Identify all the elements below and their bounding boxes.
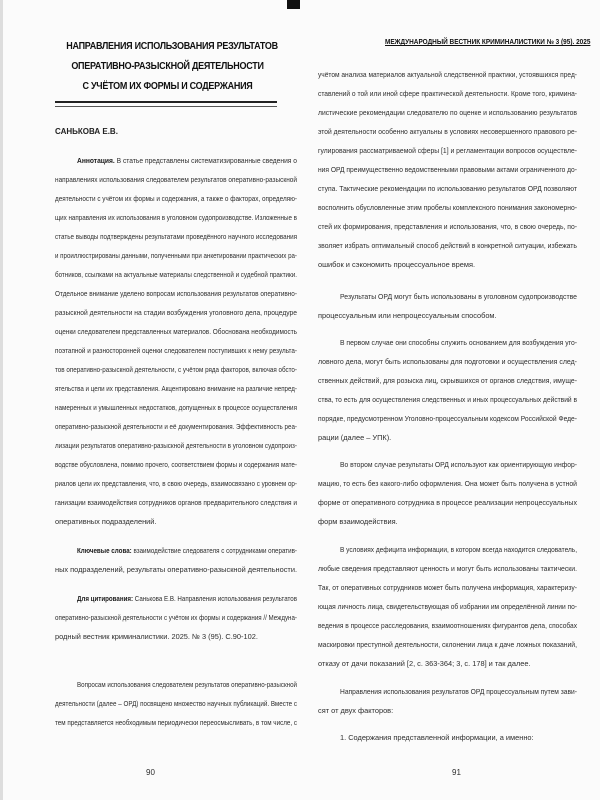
line-text: любые сведения представляют ценность и могут быть использованы тактически. — [318, 564, 577, 573]
title-line: ОПЕРАТИВНО-РАЗЫСКНОЙ ДЕЯТЕЛЬНОСТИ — [71, 61, 264, 72]
text-line — [318, 179, 577, 198]
text-line-content — [77, 541, 297, 560]
line-text: ятельства и цели их представления. Акцентировано внимание на различие непред- — [55, 384, 297, 393]
text-line-content — [318, 306, 497, 325]
line-text: ошибок и сэкономить процессуальное время. — [318, 260, 476, 269]
line-text: восполнить обусловленные этим пробелы комплексного понимания закономерно- — [318, 203, 577, 212]
text-line-content — [340, 455, 577, 474]
line-text: В условиях дефицита информации, в котором всегда находится следователь, — [340, 545, 577, 554]
title-line: НАПРАВЛЕНИЯ ИСПОЛЬЗОВАНИЯ РЕЗУЛЬТАТОВ — [66, 41, 278, 52]
text-line — [55, 694, 297, 713]
line-text: форм взаимодействия. — [318, 517, 398, 526]
line-text: стей их формирования, представления и использования, что, в свою очередь, по- — [318, 222, 577, 231]
text-line — [318, 455, 577, 474]
text-line-content — [77, 675, 297, 694]
keywords — [55, 541, 297, 579]
text-line-content — [55, 694, 297, 713]
paragraph-lead: Аннотация. — [77, 156, 115, 165]
line-text: ступа. Тактические рекомендации по использованию результатов ОРД позволяют — [318, 184, 577, 193]
line-text: ющая личность лица, свидетельствующая об избрании им определённой линии по- — [318, 602, 577, 611]
line-text: Вопросам использования следователем результатов оперативно-разыскной — [77, 680, 297, 689]
running-header: МЕЖДУНАРОДНЫЙ ВЕСТНИК КРИМИНАЛИСТИКИ № 3 (95). 2025 — [385, 39, 591, 46]
line-text: маскировки преступной деятельности, склонении лица к даче ложных показаний, — [318, 640, 577, 649]
text-line-content — [55, 417, 297, 436]
line-text: ведения в процессе расследования, взаимоотношениях фигурантов дела, способах — [318, 621, 577, 630]
text-line-content — [55, 493, 297, 512]
body-paragraph — [318, 682, 577, 720]
title-line: С УЧЁТОМ ИХ ФОРМЫ И СОДЕРЖАНИЯ — [82, 81, 253, 92]
text-line — [318, 84, 577, 103]
line-text: сят от двух факторов: — [318, 706, 394, 715]
text-line-content — [318, 179, 577, 198]
line-text: тем представляется необходимым периодически переосмысливать, в том числе, с — [55, 718, 297, 727]
line-text: лизации результатов оперативно-разыскной деятельности в уголовном судопроиз- — [55, 441, 297, 450]
line-text: ственных действий, для розыска лиц, скрывшихся от органов следствия, имуще- — [318, 376, 577, 385]
text-line — [318, 428, 577, 447]
text-line — [55, 675, 297, 694]
text-line — [55, 541, 297, 560]
text-line — [55, 474, 297, 493]
line-text: и проиллюстрированы данными, полученными при анкетировании практических ра- — [55, 251, 297, 260]
text-line — [55, 512, 297, 531]
text-line — [318, 654, 577, 673]
text-line-content — [318, 428, 391, 447]
text-line — [55, 627, 297, 646]
text-line-content — [55, 227, 297, 246]
text-line-content — [55, 284, 297, 303]
line-text: ганизации взаимодействия сотрудников органов предварительного следствия и — [55, 498, 297, 507]
text-line — [55, 208, 297, 227]
text-line — [318, 371, 577, 390]
text-line — [318, 682, 577, 701]
text-line — [55, 170, 297, 189]
line-text: оперативно-разыскной деятельности и её документирования. Эффективность реа- — [55, 422, 297, 431]
line-text: оценки следователем представленных материалов. Обоснована необходимость — [55, 327, 297, 336]
text-line-content — [55, 170, 297, 189]
text-line-content — [318, 352, 577, 371]
line-text: ловного дела, могут быть использованы для подготовки и осуществления след- — [318, 357, 577, 366]
body-paragraph — [318, 540, 577, 673]
body-paragraph — [318, 287, 577, 325]
text-line-content — [318, 103, 577, 122]
line-text: зволяет избрать оптимальный способ действий в конкретной ситуации, избежать — [318, 241, 577, 250]
line-text: щих направления их использования в уголовном судопроизводстве. Изложенные в — [55, 213, 297, 222]
text-line — [55, 151, 297, 170]
text-line — [55, 455, 297, 474]
line-text: Так, от оперативных сотрудников может быть получена информация, характеризу- — [318, 583, 577, 592]
text-line — [55, 589, 297, 608]
line-text: процессуальным или непроцессуальным способом. — [318, 311, 497, 320]
text-line — [318, 559, 577, 578]
text-line — [318, 512, 577, 531]
line-text: разыскной деятельности на стадии возбуждения уголовного дела, процедуре — [55, 308, 297, 317]
line-text: ния ОРД преимущественно ведомственными правовыми актами ограниченного до- — [318, 165, 577, 174]
text-line — [318, 701, 577, 720]
text-line-content — [55, 608, 297, 627]
text-line — [318, 65, 577, 84]
text-line-content — [318, 122, 577, 141]
line-text: деятельности (далее – ОРД) посвящено множество научных публикаций. Вместе с — [55, 699, 297, 708]
text-line — [318, 141, 577, 160]
line-text: оперативно-разыскной деятельности с учётом их формы и содержания // Междуна- — [55, 613, 297, 622]
line-text: тов оперативно-разыскной деятельности, с учётом ряда факторов, включая обсто- — [55, 365, 297, 374]
line-text: учётом анализа материалов актуальной следственной практики, устоявшихся пред- — [318, 70, 577, 79]
line-text: Отдельное внимание уделено вопросам использования результатов оперативно- — [55, 289, 297, 298]
text-line — [318, 306, 577, 325]
line-text: ных подразделений, результаты оперативно-разыскной деятельности. — [55, 565, 297, 574]
text-line-content — [318, 84, 577, 103]
text-line-content — [318, 597, 577, 616]
title-rule — [55, 101, 277, 107]
line-text: рации (далее – УПК). — [318, 433, 392, 442]
text-line — [55, 379, 297, 398]
line-text: Санькова Е.В. Направления использования результатов — [133, 594, 297, 603]
line-text: риалов цели их представления, что, в свою очередь, взаимосвязано с уровнем ор- — [55, 479, 297, 488]
line-text: отказу от дачи показаний [2, с. 363-364; 3, с. 178] и так далее. — [318, 659, 531, 668]
text-line-content — [55, 436, 297, 455]
line-text: Результаты ОРД могут быть использованы в уголовном судопроизводстве — [340, 292, 577, 301]
paragraph-lead: Ключевые слова: — [77, 546, 132, 555]
text-line — [55, 284, 297, 303]
article-title — [55, 37, 280, 97]
text-line — [55, 246, 297, 265]
line-text: В статье представлены систематизированные сведения о — [114, 156, 297, 165]
line-text: гулирования рассматриваемой сферы [1] и регламентации вопросов осуществле- — [318, 146, 577, 155]
text-line — [55, 493, 297, 512]
citation — [55, 589, 297, 646]
text-line — [318, 390, 577, 409]
text-line — [55, 341, 297, 360]
line-text: родный вестник криминалистики. 2025. № 3 (95). С.90-102. — [55, 632, 258, 641]
body-paragraph — [318, 65, 577, 274]
text-line-content — [318, 141, 577, 160]
text-line — [55, 189, 297, 208]
text-line-content — [77, 151, 297, 170]
text-line-content — [55, 189, 297, 208]
line-text: Во втором случае результаты ОРД используют как ориентирующую инфор- — [340, 460, 577, 469]
text-line-content — [318, 578, 577, 597]
text-line — [318, 597, 577, 616]
text-line-content — [55, 303, 297, 322]
author: САНЬКОВА Е.В. — [55, 127, 118, 136]
body-paragraph — [55, 675, 297, 732]
text-line-content — [318, 701, 393, 720]
line-text: форме от оперативного сотрудника в процессе реализации непроцессуальных — [318, 498, 577, 507]
text-line-content — [318, 217, 577, 236]
line-text: поэтапной и разносторонней оценки следователем поступивших к нему результа- — [55, 346, 297, 355]
text-line-content — [318, 255, 475, 274]
line-text: Направления использования результатов ОРД процессуальным путем зави- — [340, 687, 577, 696]
text-line — [55, 303, 297, 322]
text-line — [318, 728, 577, 747]
text-line — [318, 198, 577, 217]
text-line — [55, 227, 297, 246]
text-line-content — [55, 398, 297, 417]
text-line — [318, 409, 577, 428]
text-line-content — [340, 728, 534, 747]
text-line-content — [318, 198, 577, 217]
text-line — [318, 616, 577, 635]
text-line — [318, 540, 577, 559]
text-line-content — [55, 713, 297, 732]
text-line — [318, 236, 577, 255]
text-line — [318, 217, 577, 236]
text-line-content — [55, 512, 156, 531]
text-line-content — [55, 560, 297, 579]
body-paragraph — [318, 728, 577, 747]
text-line-content — [340, 287, 577, 306]
line-text: этой деятельности особенно актуальны в условиях несовершенного правового ре- — [318, 127, 577, 136]
line-text: порядке, предусмотренном Уголовно-процессуальным кодексом Российской Феде- — [318, 414, 577, 423]
text-line-content — [55, 360, 297, 379]
line-text: оперативных подразделений. — [55, 517, 157, 526]
text-line-content — [318, 654, 531, 673]
line-text: намеренных и умышленных недостатков, допущенных в процессе осуществления — [55, 403, 297, 412]
text-line — [318, 635, 577, 654]
text-line-content — [55, 627, 258, 646]
text-line — [318, 578, 577, 597]
text-line-content — [55, 322, 297, 341]
line-text: ботников, ссылками на актуальные материалы следственной и судебной практики. — [55, 270, 297, 279]
text-line — [318, 255, 577, 274]
paragraph-lead: Для цитирования: — [77, 594, 134, 603]
text-line-content — [318, 559, 577, 578]
page-91 — [300, 0, 600, 800]
text-line-content — [55, 474, 297, 493]
text-line — [55, 417, 297, 436]
text-line — [318, 122, 577, 141]
text-line-content — [77, 589, 297, 608]
line-text: В первом случае они способны служить основанием для возбуждения уго- — [340, 338, 577, 347]
text-line-content — [55, 379, 297, 398]
text-line — [318, 103, 577, 122]
line-text: ставлений о той или иной сфере практической деятельности. Кроме того, кримина- — [318, 89, 577, 98]
text-line-content — [318, 493, 577, 512]
text-line — [318, 474, 577, 493]
text-line-content — [318, 409, 577, 428]
text-line-content — [340, 333, 577, 352]
text-line-content — [55, 341, 297, 360]
text-line — [318, 333, 577, 352]
text-line-content — [318, 512, 398, 531]
text-line — [318, 160, 577, 179]
page-number: 91 — [452, 768, 461, 777]
text-line — [318, 287, 577, 306]
text-line-content — [55, 246, 297, 265]
text-line — [55, 265, 297, 284]
text-line-content — [318, 236, 577, 255]
line-text: мацию, то есть без какого-либо оформления. Она может быть получена в устной — [318, 479, 577, 488]
text-line — [55, 560, 297, 579]
text-line — [55, 360, 297, 379]
text-line — [318, 493, 577, 512]
text-line-content — [318, 390, 577, 409]
page-number: 90 — [146, 768, 155, 777]
line-text: водстве обусловлена, помимо прочего, соответствием формы и содержания мате- — [55, 460, 297, 469]
line-text: 1. Содержания представленной информации, а именно: — [340, 733, 534, 742]
text-line — [55, 608, 297, 627]
line-text: деятельности с учётом их формы и содержания, а также о факторах, определяю- — [55, 194, 297, 203]
line-text: статье выводы подтверждены результатами проведённого научного исследования — [55, 232, 297, 241]
text-line — [55, 713, 297, 732]
body-paragraph — [318, 455, 577, 531]
annotation — [55, 151, 297, 531]
text-line-content — [318, 65, 577, 84]
line-text: листические рекомендации следователю по оценке и использованию результатов — [318, 108, 577, 117]
line-text: направлениях использования следователем результатов оперативно-разыскной — [55, 175, 297, 184]
text-line-content — [318, 616, 577, 635]
line-text: взаимодействие следователя с сотрудниками оператив- — [131, 546, 297, 555]
text-line — [55, 322, 297, 341]
text-line — [55, 398, 297, 417]
text-line-content — [340, 682, 577, 701]
text-line — [318, 352, 577, 371]
text-line — [55, 436, 297, 455]
text-line-content — [340, 540, 577, 559]
text-line-content — [55, 208, 297, 227]
line-text: ства, то есть для осуществления следственных и иных процессуальных действий в — [318, 395, 577, 404]
text-line-content — [318, 371, 577, 390]
text-line-content — [318, 635, 577, 654]
text-line-content — [318, 474, 577, 493]
text-line-content — [318, 160, 577, 179]
body-paragraph — [318, 333, 577, 447]
text-line-content — [55, 265, 297, 284]
text-line-content — [55, 455, 297, 474]
